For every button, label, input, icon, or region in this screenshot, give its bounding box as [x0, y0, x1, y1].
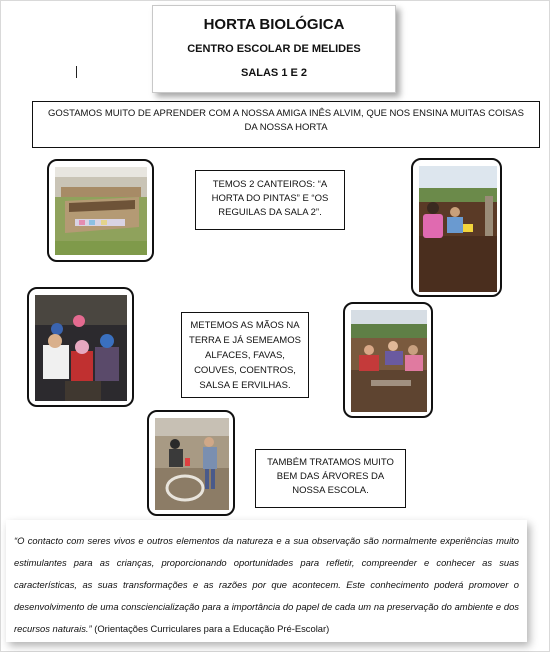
intro-text: GOSTAMOS MUITO DE APRENDER COM A NOSSA AMIGA INÊS ALVIM, QUE NOS ENSINA MUITAS COISAS DA NOSSA HORTA [48, 108, 524, 133]
title-box [152, 5, 396, 93]
school-name: CENTRO ESCOLAR DE MELIDES [187, 43, 361, 55]
arvores-caption-box [255, 449, 406, 508]
text-cursor [76, 66, 77, 78]
children-tree-care-photo [147, 410, 235, 516]
canteiros-caption-box [195, 170, 345, 230]
canteiros-caption: TEMOS 2 CANTEIROS: “A HORTA DO PINTAS” E “OS REGUILAS DA SALA 2”. [211, 179, 329, 218]
arvores-caption: TAMBÉM TRATAMOS MUITO BEM DAS ÁRVORES DA NOSSA ESCOLA. [267, 457, 394, 496]
semeamos-caption: METEMOS AS MÃOS NA TERRA E JÁ SEMEAMOS ALFACES, FAVAS, COUVES, COENTROS, SALSA E ERVILHAS. [189, 320, 301, 391]
semeamos-caption-box [181, 312, 309, 398]
quote-box [6, 520, 527, 642]
quote-source: (Orientações Curriculares para a Educação Pré-Escolar) [94, 623, 330, 634]
children-group-photo [27, 287, 134, 407]
quote-text: “O contacto com seres vivos e outros elementos da natureza e a sua observação são normalmente experiências muito estimulantes para as crianças, proporcionando oportunidades para refletir, compreender e conhecer as suas características, as suas transformações e as razões por que acontecem. Este conhecimento poderá promover o desenvolvimento de uma consciencialização para a importância do papel de cada um na preservação do ambiente e dos recursos naturais.” [14, 535, 519, 634]
raised-garden-bed-photo [47, 159, 154, 262]
children-planting-photo [411, 158, 502, 297]
page-title: HORTA BIOLÓGICA [203, 16, 345, 33]
rooms-label: SALAS 1 E 2 [240, 67, 308, 79]
intro-box [32, 101, 540, 148]
children-in-garden-photo [343, 302, 433, 418]
